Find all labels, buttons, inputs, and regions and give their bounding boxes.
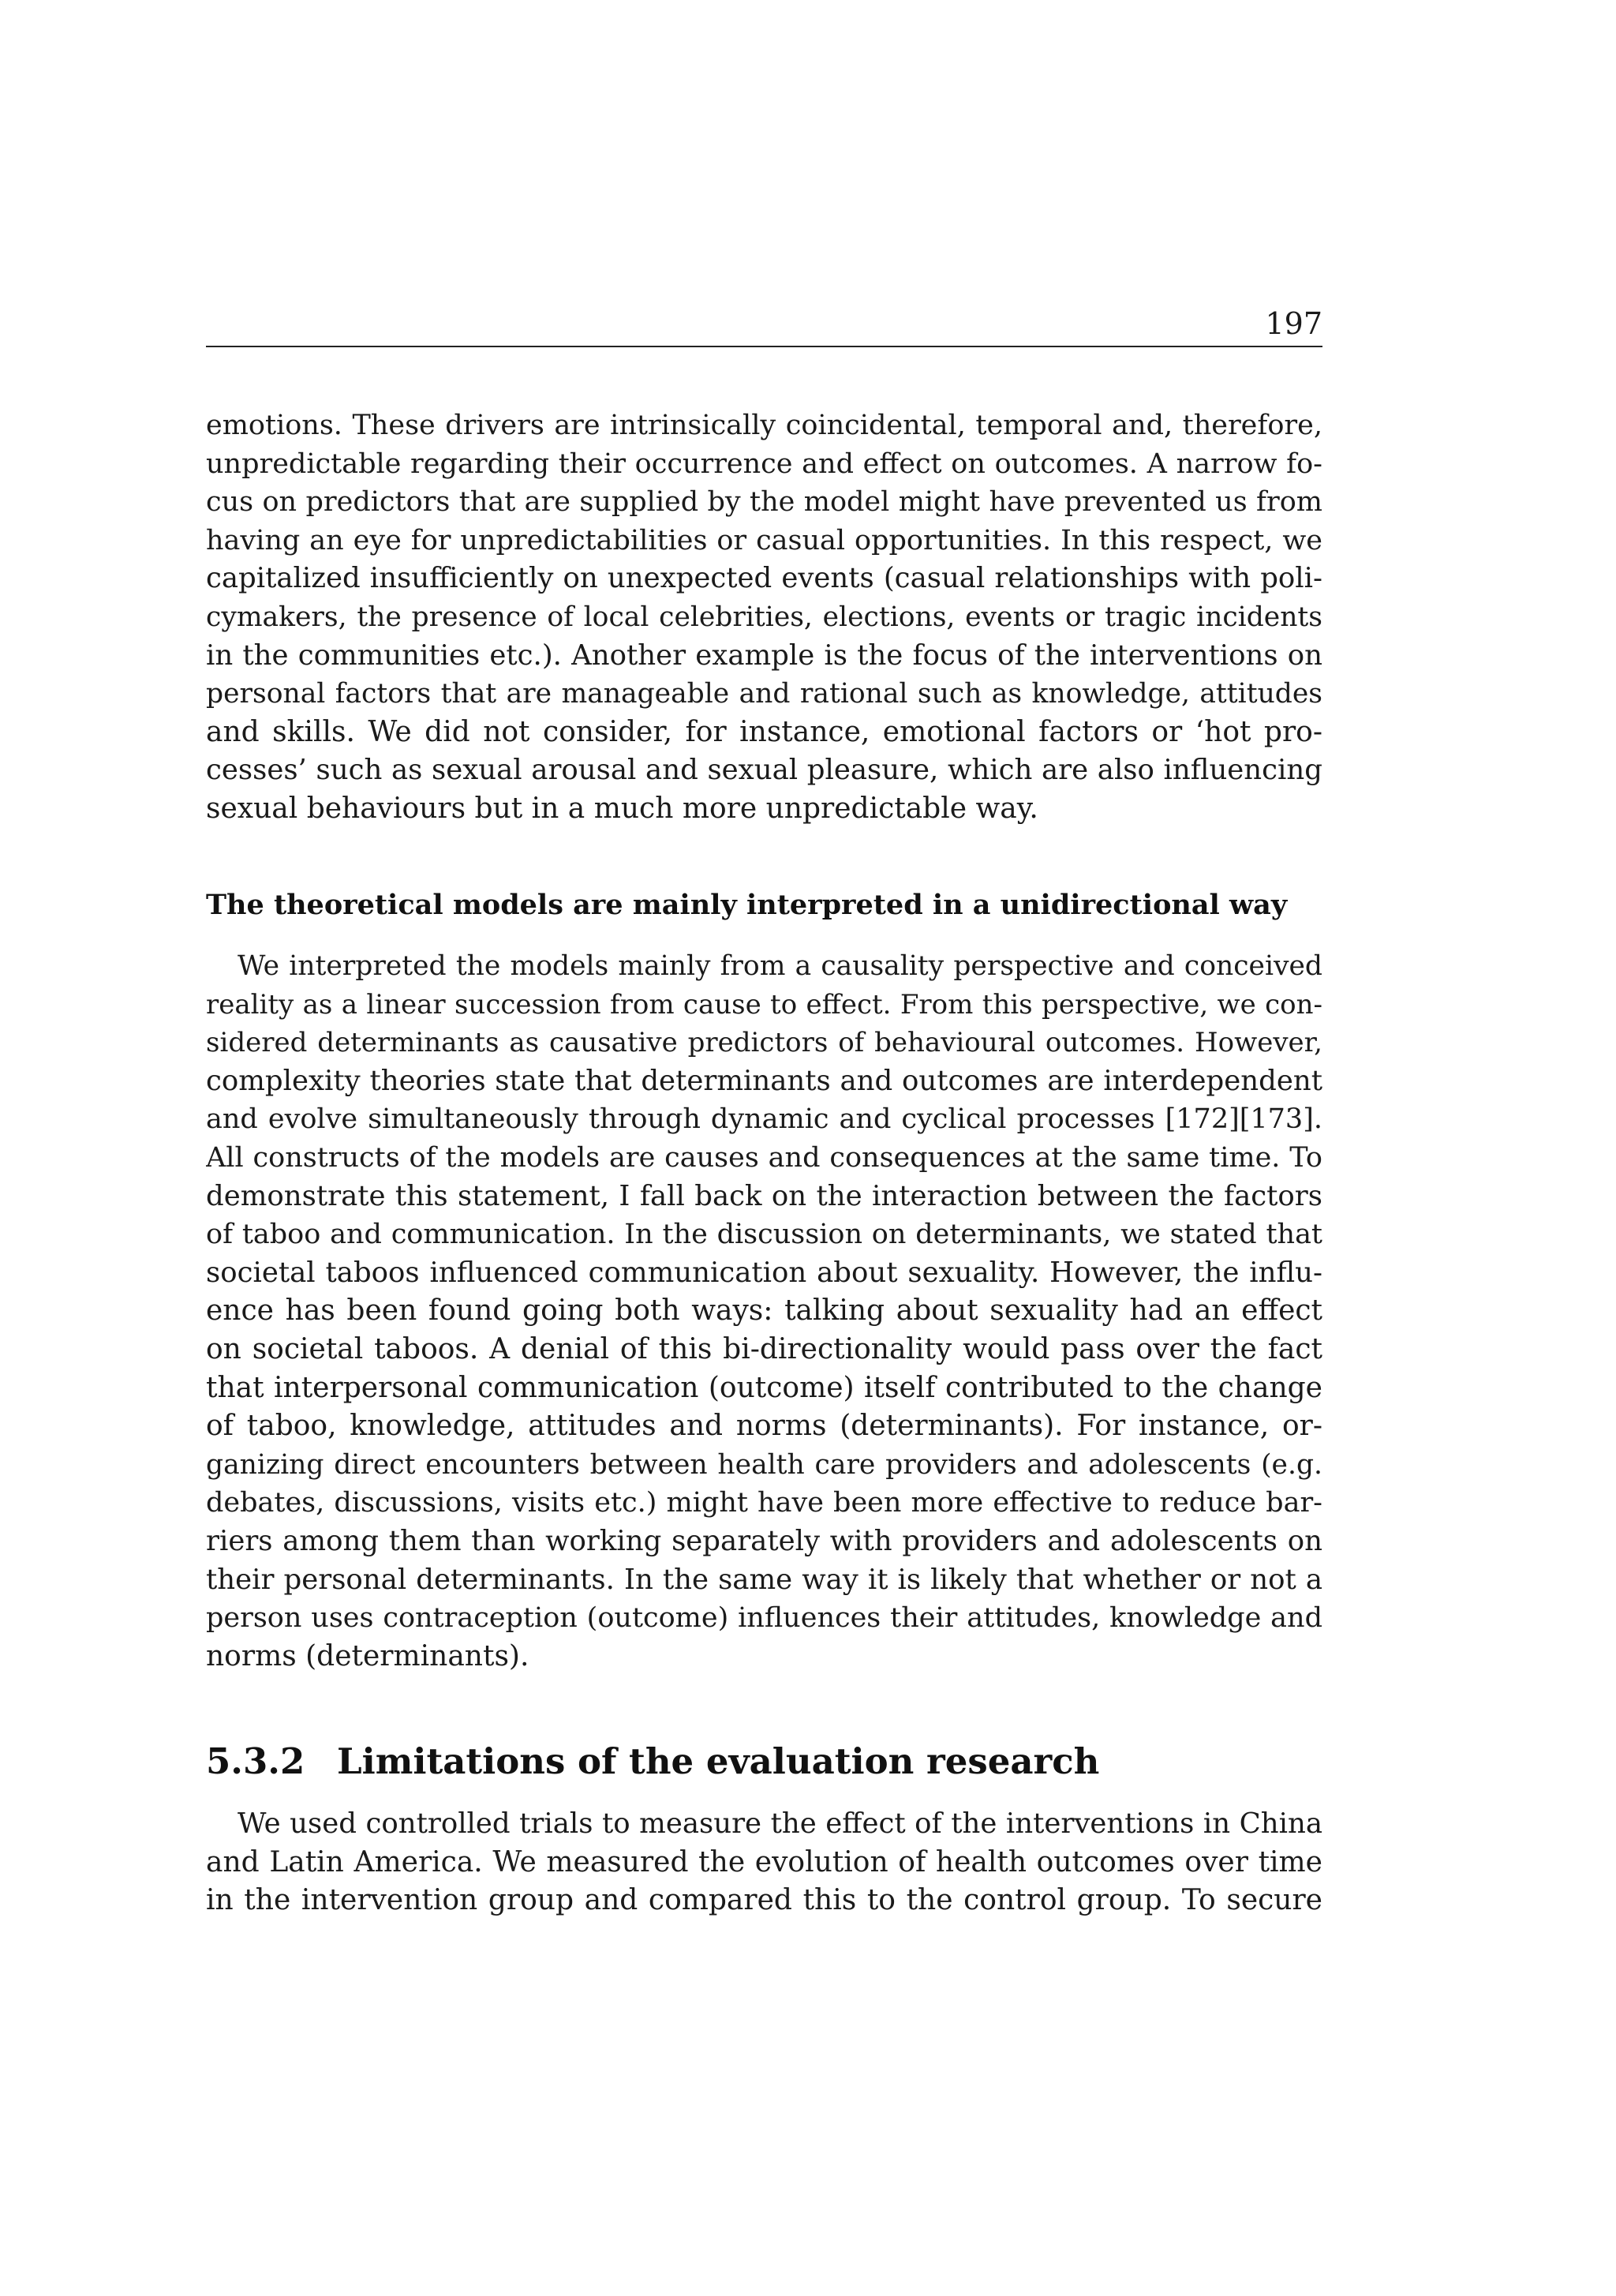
- text-line: riers among them than working separately with providers and adolescents on: [206, 1524, 1322, 1557]
- page-number: 197: [1265, 306, 1322, 341]
- text-line: in the intervention group and compared this to the control group. To secure: [206, 1884, 1322, 1917]
- text-line: We used controlled trials to measure the effect of the interventions in China: [238, 1807, 1322, 1840]
- text-line: of taboo, knowledge, attitudes and norms (determinants). For instance, or-: [206, 1410, 1322, 1443]
- text-line: ganizing direct encounters between health care providers and adolescents (e.g.: [206, 1448, 1322, 1481]
- text-line: norms (determinants).: [206, 1639, 529, 1672]
- text-line: their personal determinants. In the same way it is likely that whether or not a: [206, 1563, 1322, 1596]
- text-line: personal factors that are manageable and rational such as knowledge, attitudes: [206, 678, 1322, 710]
- text-line: reality as a linear succession from cause to effect. From this perspective, we con-: [206, 988, 1322, 1021]
- subsection-heading: The theoretical models are mainly interpreted in a unidirectional way: [206, 889, 1288, 921]
- text-line: ence has been found going both ways: talking about sexuality had an effect: [206, 1294, 1322, 1328]
- text-line: cus on predictors that are supplied by the model might have prevented us from: [206, 486, 1322, 519]
- text-line: societal taboos influenced communication about sexuality. However, the influ-: [206, 1256, 1322, 1289]
- text-line: All constructs of the models are causes and consequences at the same time. To: [206, 1141, 1322, 1174]
- text-line: cesses’ such as sexual arousal and sexual pleasure, which are also influencing: [206, 754, 1322, 787]
- section-number: 5.3.2: [206, 1740, 305, 1782]
- text-line: having an eye for unpredictabilities or casual opportunities. In this respect, we: [206, 524, 1322, 556]
- text-line: complexity theories state that determinants and outcomes are interdependent: [206, 1064, 1322, 1097]
- text-line: of taboo and communication. In the discussion on determinants, we stated that: [206, 1219, 1322, 1251]
- header-rule: [206, 346, 1322, 347]
- text-line: on societal taboos. A denial of this bi-directionality would pass over the fact: [206, 1332, 1322, 1365]
- text-line: debates, discussions, visits etc.) might have been more effective to reduce bar-: [206, 1487, 1322, 1519]
- text-line: emotions. These drivers are intrinsically coincidental, temporal and, therefore,: [206, 410, 1322, 441]
- text-line: We interpreted the models mainly from a causality perspective and conceived: [238, 950, 1322, 982]
- text-line: that interpersonal communication (outcome) itself contributed to the change: [206, 1371, 1322, 1404]
- text-line: in the communities etc.). Another example is the focus of the interventions on: [206, 639, 1322, 672]
- paragraph-1: [206, 406, 1322, 829]
- text-line: person uses contraception (outcome) influences their attitudes, knowledge and: [206, 1602, 1322, 1635]
- section-title: Limitations of the evaluation research: [337, 1740, 1100, 1782]
- text-line: demonstrate this statement, I fall back on the interaction between the factors: [206, 1179, 1322, 1212]
- text-line: sidered determinants as causative predictors of behavioural outcomes. However,: [206, 1027, 1322, 1059]
- text-line: unpredictable regarding their occurrence and effect on outcomes. A narrow fo-: [206, 448, 1322, 480]
- text-line: and skills. We did not consider, for instance, emotional factors or ‘hot pro-: [206, 715, 1322, 748]
- text-line: cymakers, the presence of local celebrities, elections, events or tragic incidents: [206, 601, 1322, 633]
- paragraph-2: [206, 947, 1322, 1676]
- text-line: capitalized insufficiently on unexpected events (casual relationships with poli-: [206, 562, 1322, 595]
- text-line: and Latin America. We measured the evolution of health outcomes over time: [206, 1845, 1322, 1878]
- section-heading: [206, 1740, 1099, 1784]
- text-line: sexual behaviours but in a much more unpredictable way.: [206, 792, 1038, 825]
- text-line: and evolve simultaneously through dynamic and cyclical processes [172][173].: [206, 1103, 1322, 1136]
- paragraph-3: [206, 1805, 1322, 1920]
